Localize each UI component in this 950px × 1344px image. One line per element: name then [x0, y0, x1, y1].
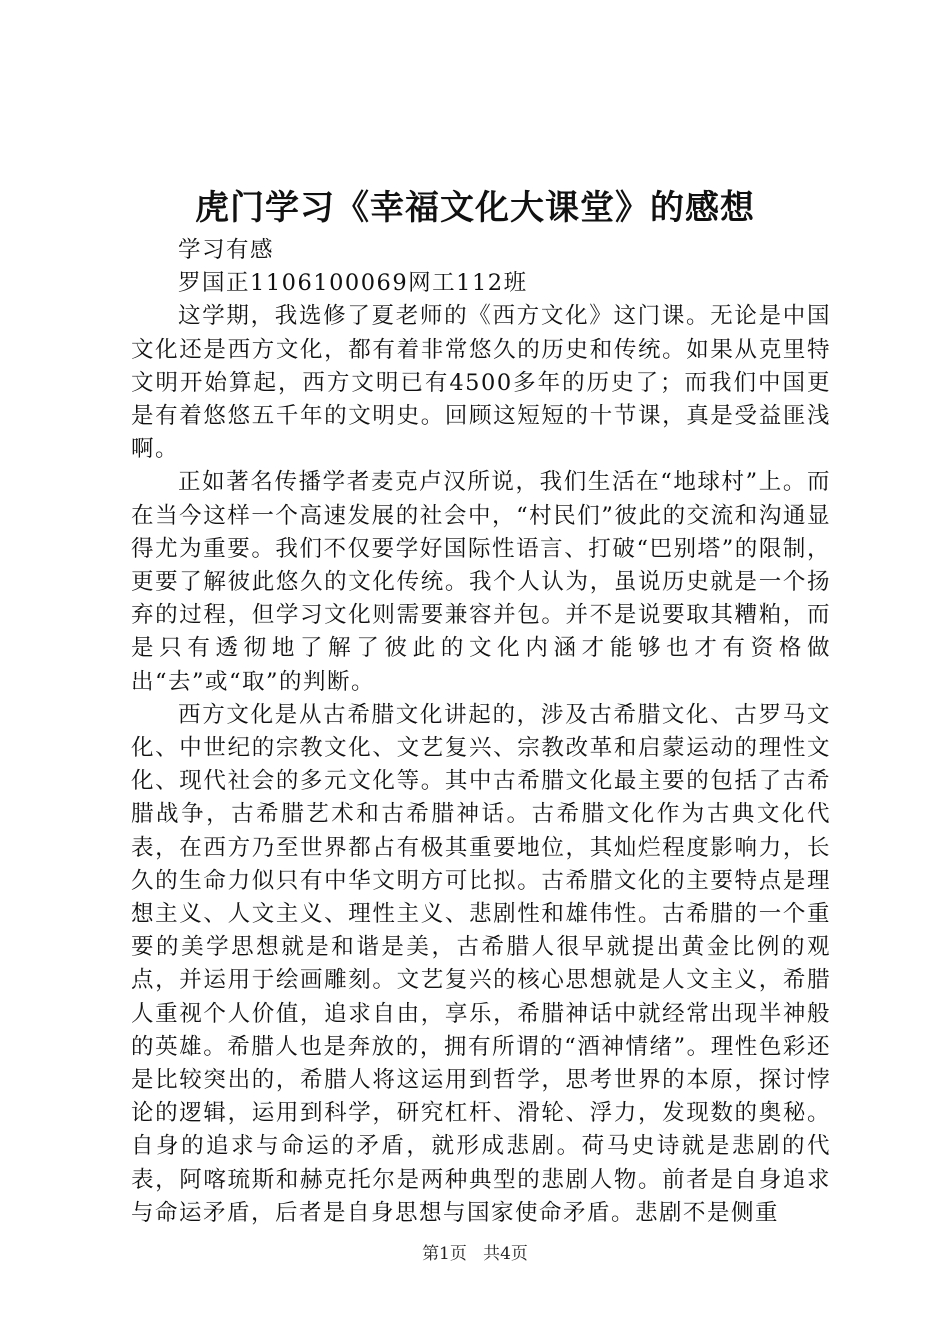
document-title: 虎门学习《幸福文化大课堂》的感想 [195, 188, 755, 228]
subtitle-paragraph: 学习有感 [178, 237, 275, 263]
page-number: 第1页 [422, 1244, 467, 1264]
page-footer [0, 1243, 950, 1265]
page-total: 共4页 [483, 1244, 528, 1264]
footer-spacer [472, 1243, 477, 1265]
body-paragraph: 西方文化是从古希腊文化讲起的，涉及古希腊文化、古罗马文化、中世纪的宗教文化、文艺复兴、宗教改革和启蒙运动的理性文化、现代社会的多元文化等。其中古希腊文化最主要的包括了古希腊战争，古希腊艺术和古希腊神话。古希腊文化作为古典文化代表，在西方乃至世界都占有极其重要地位，其灿烂程度影响力，长久的生命力似只有中华文明方可比拟。古希腊文化的主要特点是理想主义、人文主义、理性主义、悲剧性和雄伟性。古希腊的一个重要的美学思想就是和谐是美，古希腊人很早就提出黄金比例的观点，并运用于绘画雕刻。文艺复兴的核心思想就是人文主义，希腊人重视个人价值，追求自由，享乐，希腊神话中就经常出现半神般的英雄。希腊人也是奔放的，拥有所谓的“酒神情绪”。理性色彩还是比较突出的，希腊人将这运用到哲学，思考世界的本原，探讨悖论的逻辑，运用到科学，研究杠杆、滑轮、浮力，发现数的奥秘。自身的追求与命运的矛盾，就形成悲剧。荷马史诗就是悲剧的代表，阿喀琉斯和赫克托尔是两种典型的悲剧人物。前者是自身追求与命运矛盾，后者是自身思想与国家使命矛盾。悲剧不是侧重 [131, 701, 831, 1226]
author-line: 罗国正1106100069网工112班 [178, 270, 528, 297]
document-body [131, 234, 831, 1230]
body-paragraph: 这学期，我选修了夏老师的《西方文化》这门课。无论是中国文化还是西方文化，都有着非常悠久的历史和传统。如果从克里特文明开始算起，西方文明已有4500多年的历史了；而我们中国更是有着悠悠五千年的文明史。回顾这短短的十节课，真是受益匪浅啊。 [131, 303, 831, 463]
body-paragraph: 正如著名传播学者麦克卢汉所说，我们生活在“地球村”上。而在当今这样一个高速发展的社会中，“村民们”彼此的交流和沟通显得尤为重要。我们不仅要学好国际性语言、打破“巴别塔”的限制，更要了解彼此悠久的文化传统。我个人认为，虽说历史就是一个扬弃的过程，但学习文化则需要兼容并包。并不是说要取其糟粕，而是只有透彻地了解了彼此的文化内涵才能够也才有资格做出“去”或“取”的判断。 [131, 469, 831, 695]
